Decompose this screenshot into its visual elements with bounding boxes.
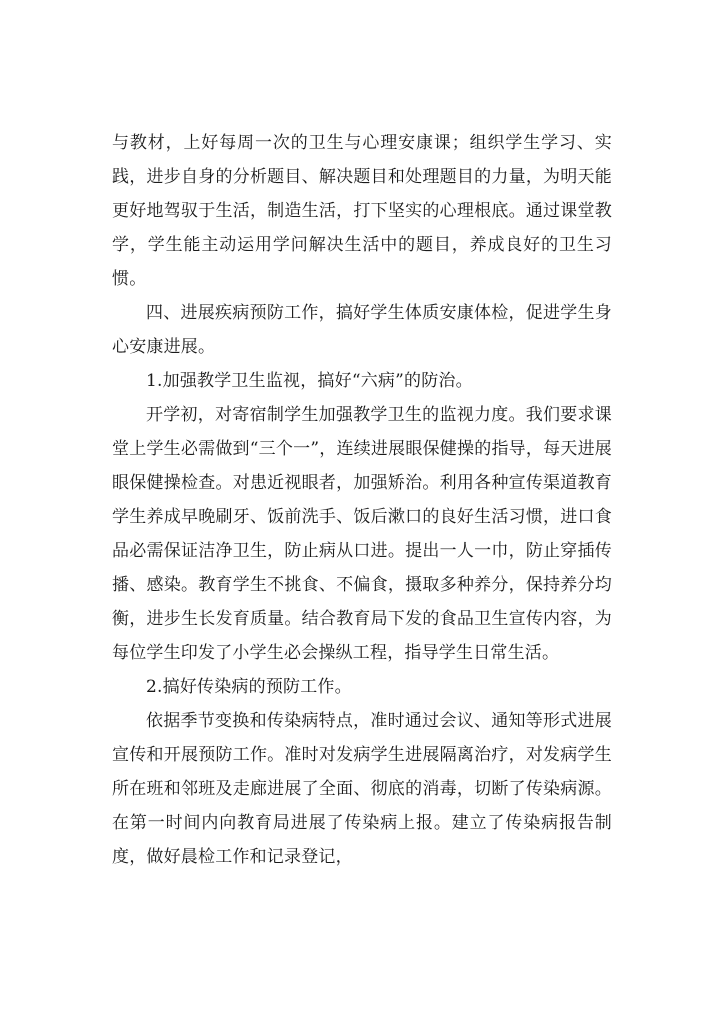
paragraph-infectious-disease: 依据季节变换和传染病特点，准时通过会议、通知等形式进展宣传和开展预防工作。准时对发病学生进展隔离治疗，对发病学生所在班和邻班及走廊进展了全面、彻底的消毒，切断了传染病源。在第一时间内向教育局进展了传染病上报。建立了传染病报告制度，做好晨检工作和记录登记， (112, 711, 612, 867)
paragraph-hygiene-supervision: 开学初，对寄宿制学生加强教学卫生的监视力度。我们要求课堂上学生必需做到“三个一”，连续进展眼保健操的指导，每天进展眼保健操检查。对患近视眼者，加强矫治。利用各种宣传渠道教育学生养成早晚刷牙、饭前洗手、饭后漱口的良好生活习惯，进口食品必需保证洁净卫生，防止病从口进。提出一人一巾，防止穿插传播、感染。教育学生不挑食、不偏食，摄取多种养分，保持养分均衡，进步生长发育质量。结合教育局下发的食品卫生宣传内容，为每位学生印发了小学生必会操纵工程，指导学生日常生活。 (112, 405, 612, 663)
paragraph-subheading-2: 2.搞好传染病的预防工作。 (146, 677, 352, 697)
paragraph-subheading-1: 1.加强教学卫生监视，搞好“六病”的防治。 (146, 371, 473, 391)
document-body (112, 126, 612, 874)
paragraph-section-four-heading: 四、进展疾病预防工作，搞好学生体质安康体检，促进学生身心安康进展。 (112, 303, 612, 357)
paragraph-continuation: 与教材，上好每周一次的卫生与心理安康课；组织学生学习、实践，进步自身的分析题目、解决题目和处理题目的力量，为明天能更好地驾驭于生活，制造生活，打下坚实的心理根底。通过课堂教学，学生能主动运用学问解决生活中的题目，养成良好的卫生习惯。 (112, 133, 612, 289)
